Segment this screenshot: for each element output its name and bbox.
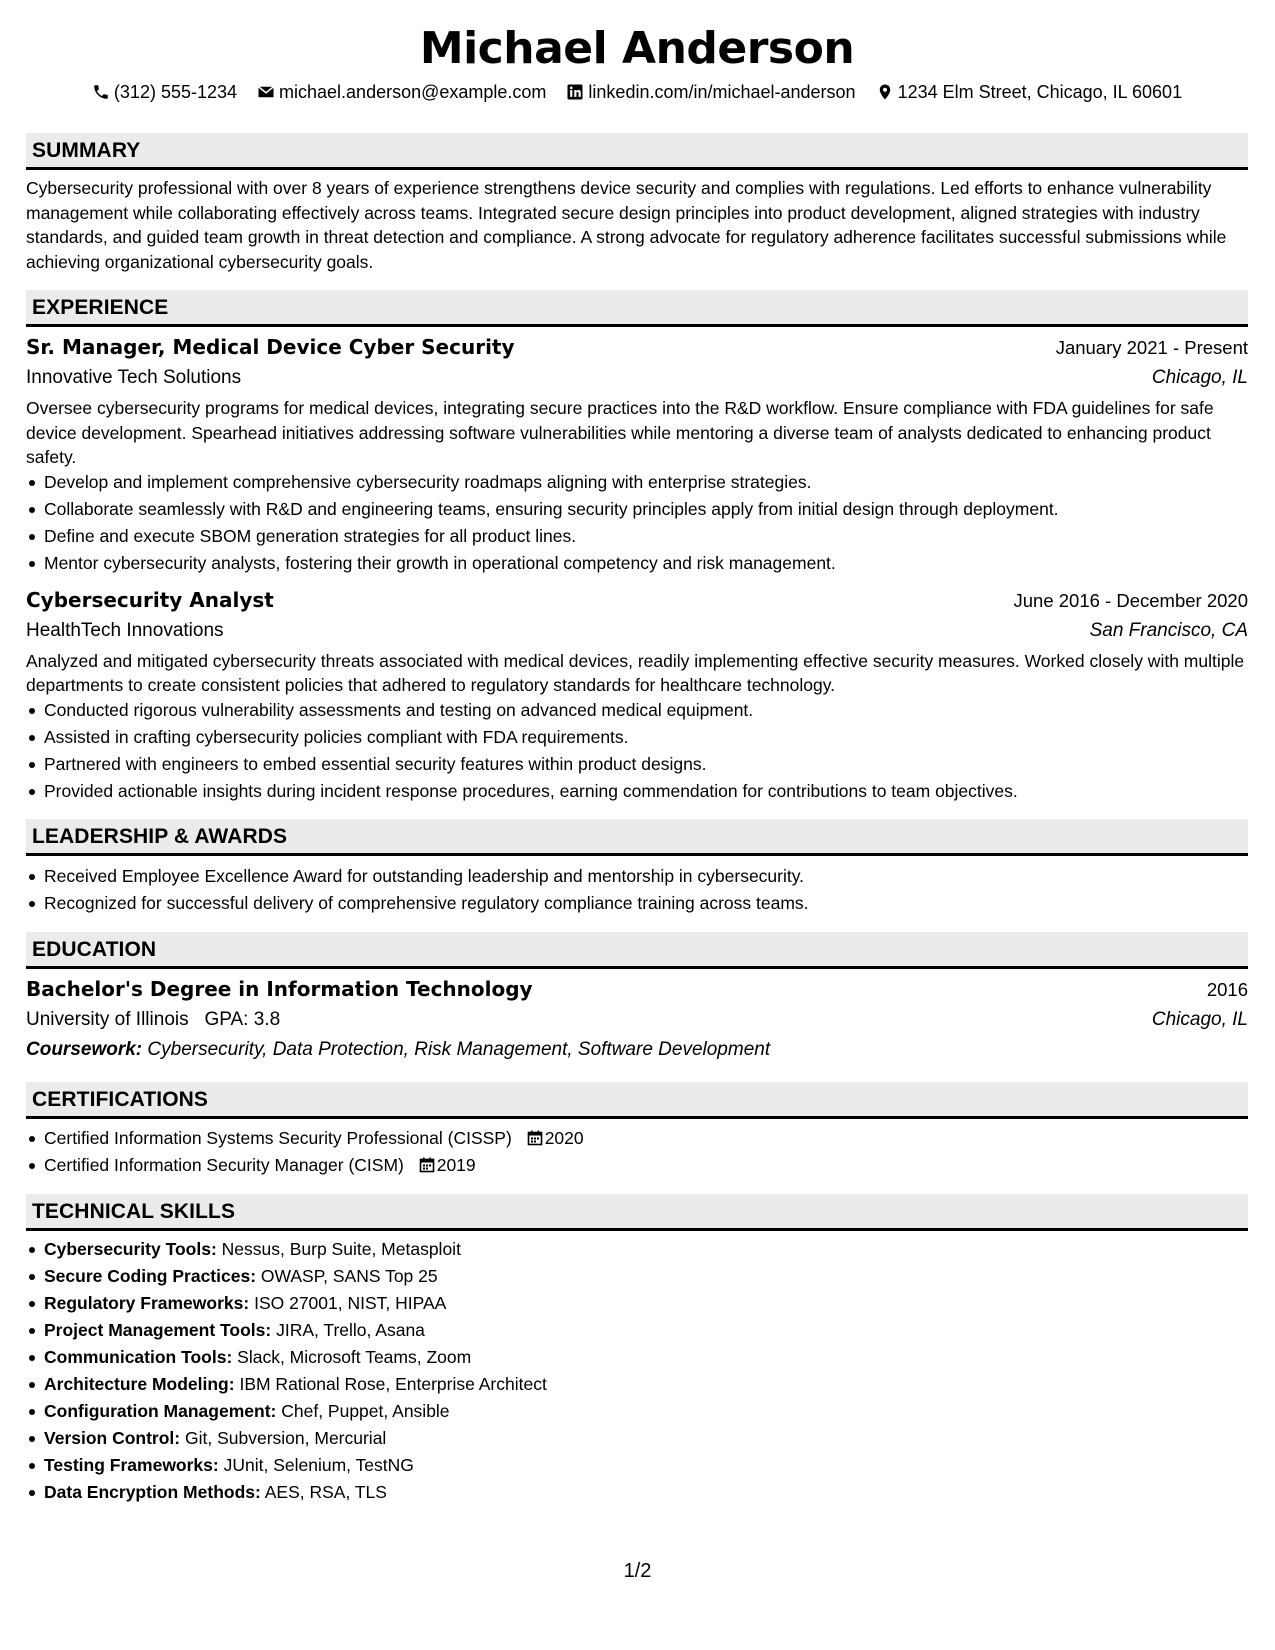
section-title-summary: SUMMARY [26,133,1248,170]
skill-value: JUnit, Selenium, TestNG [223,1454,414,1475]
skill-value: IBM Rational Rose, Enterprise Architect [239,1373,547,1394]
phone-icon [92,83,110,101]
map-pin-icon [876,83,894,101]
awards-section [26,819,1248,917]
list-item: Received Employee Excellence Award for outstanding leadership and mentorship in cybersecurity. [44,863,1248,890]
awards-list [26,863,1248,917]
page-number: 1/2 [623,1560,652,1582]
cert-year: 2020 [544,1127,584,1148]
cert-name: Certified Information Security Manager (CISM) [44,1154,404,1175]
skill-label: Cybersecurity Tools: [44,1238,217,1259]
cert-year: 2019 [436,1154,476,1175]
job-description: Oversee cybersecurity programs for medical devices, integrating secure practices into the R&D workflow. Ensure compliance with FDA guidelines for safe device development. Spearhead initiatives addressing software vulnerabilities while mentoring a diverse team of analysts dedicated to enhancing product safety. [26,398,1214,467]
list-item: Assisted in crafting cybersecurity policies compliant with FDA requirements. [44,724,1248,751]
skill-value: AES, RSA, TLS [264,1481,387,1502]
skills-section [26,1194,1248,1506]
resume-page [26,0,1248,1506]
skill-value: Nessus, Burp Suite, Metasploit [221,1238,461,1259]
coursework-label: Coursework: [26,1038,143,1060]
list-item: Develop and implement comprehensive cybersecurity roadmaps aligning with enterprise strategies. [44,469,1248,496]
list-item: Collaborate seamlessly with R&D and engineering teams, ensuring security principles apply from initial design through deployment. [44,496,1248,523]
contact-bar [26,80,1248,104]
job-company: Innovative Tech Solutions [26,367,242,388]
phone-text: (312) 555-1234 [113,82,238,102]
skill-value: Git, Subversion, Mercurial [185,1427,387,1448]
job-bullets [26,469,1248,577]
school-line [26,1005,280,1035]
section-title-skills: TECHNICAL SKILLS [26,1194,1248,1231]
skill-label: Project Management Tools: [44,1319,272,1340]
school-name: University of Illinois [26,1008,189,1030]
school-location: Chicago, IL [1151,1008,1248,1030]
list-item: Recognized for successful delivery of comprehensive regulatory compliance training across teams. [44,890,1248,917]
skill-value: ISO 27001, NIST, HIPAA [254,1292,447,1313]
linkedin-text[interactable]: linkedin.com/in/michael-anderson [588,82,856,102]
list-item [44,1425,1248,1452]
list-item [44,1317,1248,1344]
list-item [44,1452,1248,1479]
calendar-icon [527,1130,543,1146]
skills-list [26,1236,1248,1506]
skill-label: Architecture Modeling: [44,1373,235,1394]
degree-title: Bachelor's Degree in Information Technology [26,976,533,1001]
address-text: 1234 Elm Street, Chicago, IL 60601 [897,82,1183,102]
list-item: Mentor cybersecurity analysts, fostering their growth in operational competency and risk management. [44,550,1248,577]
list-item [44,1263,1248,1290]
contact-email[interactable] [257,80,546,104]
contact-address [876,80,1183,104]
section-title-certifications: CERTIFICATIONS [26,1082,1248,1119]
envelope-icon [257,83,275,101]
section-title-awards: LEADERSHIP & AWARDS [26,819,1248,856]
list-item: Define and execute SBOM generation strategies for all product lines. [44,523,1248,550]
list-item [44,1398,1248,1425]
contact-linkedin[interactable] [566,80,855,104]
certifications-section [26,1082,1248,1179]
skill-label: Data Encryption Methods: [44,1481,261,1502]
job-dates: June 2016 - December 2020 [1013,589,1248,611]
job-title: Sr. Manager, Medical Device Cyber Security [26,335,515,359]
job-entry [26,332,1248,577]
graduation-year: 2016 [1206,978,1248,1000]
section-title-education: EDUCATION [26,932,1248,969]
skill-value: Chef, Puppet, Ansible [281,1400,450,1421]
job-entry [26,585,1248,805]
list-item [44,1479,1248,1506]
gpa: GPA: 3.8 [204,1008,281,1030]
candidate-name: Michael Anderson [419,23,855,74]
list-item: Provided actionable insights during incident response procedures, earning commendation for contributions to team objectives. [44,778,1248,805]
job-title: Cybersecurity Analyst [26,587,274,612]
job-location: Chicago, IL [1151,367,1248,388]
list-item [44,1125,1248,1152]
skill-value: OWASP, SANS Top 25 [260,1265,438,1286]
cert-name: Certified Information Systems Security Professional (CISSP) [44,1127,512,1148]
job-company: HealthTech Innovations [26,619,224,641]
skill-label: Configuration Management: [44,1400,277,1421]
calendar-icon [419,1157,435,1173]
list-item [44,1236,1248,1263]
list-item [44,1371,1248,1398]
summary-section [26,133,1248,274]
section-title-experience: EXPERIENCE [26,290,1248,327]
education-section [26,932,1248,1065]
job-dates: January 2021 - Present [1055,337,1248,358]
linkedin-icon [566,83,584,101]
education-entry [26,974,1248,1065]
email-text[interactable]: michael.anderson@example.com [279,82,547,102]
skill-label: Communication Tools: [44,1346,233,1367]
summary-text: Cybersecurity professional with over 8 years of experience strengthens device security and complies with regulations. Led efforts to enhance vulnerability management while collaborating effectively across teams. Integrated secure design principles into product development, aligned strategies with industry standards, and guided team growth in threat detection and compliance. A strong advocate for regulatory adherence facilitates successful submissions while achieving organizational cybersecurity goals. [26,178,1227,272]
skill-value: Slack, Microsoft Teams, Zoom [237,1346,472,1367]
list-item [44,1152,1248,1179]
skill-label: Version Control: [44,1427,181,1448]
contact-phone [92,80,237,104]
coursework-line [26,1035,1248,1065]
skill-label: Testing Frameworks: [44,1454,219,1475]
list-item: Conducted rigorous vulnerability assessments and testing on advanced medical equipment. [44,697,1248,724]
coursework-list: Cybersecurity, Data Protection, Risk Management, Software Development [147,1038,771,1060]
list-item [44,1344,1248,1371]
certifications-list [26,1125,1248,1179]
skill-value: JIRA, Trello, Asana [276,1319,425,1340]
list-item: Partnered with engineers to embed essential security features within product designs. [44,751,1248,778]
list-item [44,1290,1248,1317]
job-bullets [26,697,1248,805]
job-description: Analyzed and mitigated cybersecurity threats associated with medical devices, readily implementing effective security measures. Worked closely with multiple departments to create consistent policies that adhered to regulatory standards for healthcare technology. [26,650,1245,695]
job-location: San Francisco, CA [1089,619,1248,641]
experience-section [26,290,1248,805]
skill-label: Regulatory Frameworks: [44,1292,250,1313]
skill-label: Secure Coding Practices: [44,1265,257,1286]
